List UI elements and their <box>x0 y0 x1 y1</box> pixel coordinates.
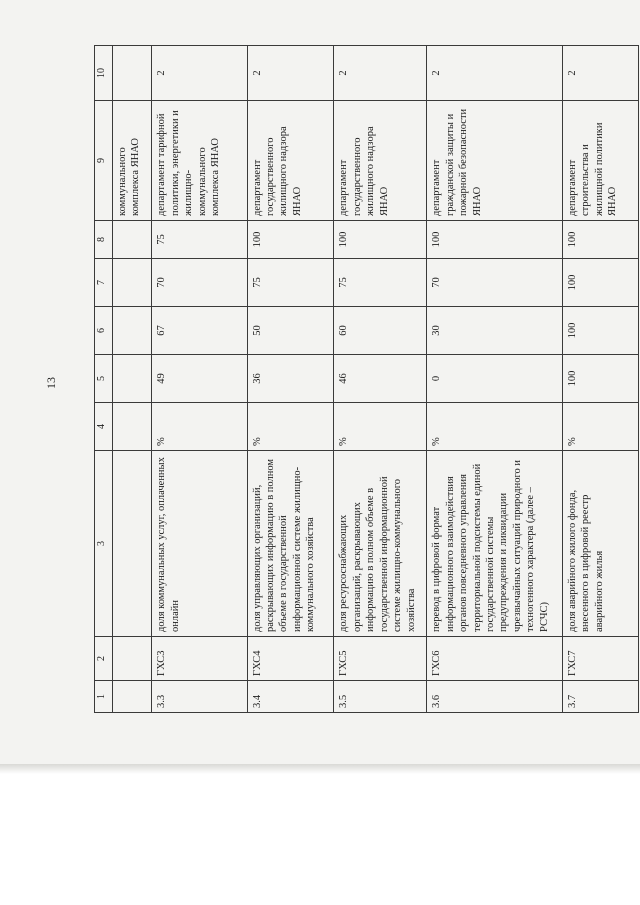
table-cell: % <box>562 403 638 451</box>
header-cell: 2 <box>95 637 113 681</box>
table-cell: перевод в цифровой формат информационного взаимодействия органов повседневного управления территориальной подсистемы единой государственной системы предупреждения и ликвидации чрезвычайных ситуаций природного и техногенного характера (далее – РСЧС) <box>427 451 563 637</box>
table-cell: 2 <box>427 46 563 101</box>
table-cell: 75 <box>152 221 247 259</box>
header-cell: 7 <box>95 259 113 307</box>
table-cell: 36 <box>247 355 334 403</box>
table-cell: 46 <box>334 355 427 403</box>
indicators-table <box>94 45 639 713</box>
table-row <box>247 46 334 713</box>
table-cell: департамент государственного жилищного надзора ЯНАО <box>247 101 334 221</box>
header-cell: 4 <box>95 403 113 451</box>
table-cell <box>113 259 152 307</box>
table-wrapper <box>94 46 639 713</box>
table-cell <box>113 221 152 259</box>
table-cell: 67 <box>152 307 247 355</box>
table-cell: 75 <box>334 259 427 307</box>
table-cell: департамент тарифной политики, энергетики и жилищно-коммунального комплекса ЯНАО <box>152 101 247 221</box>
table-cell: департамент гражданской защиты и пожарной безопасности ЯНАО <box>427 101 563 221</box>
table-row <box>427 46 563 713</box>
table-cell: ГХС7 <box>562 637 638 681</box>
table-cell: доля управляющих организаций, раскрывающих информацию в полном объеме в государственной информационной системе жилищно-коммунального хозяйства <box>247 451 334 637</box>
table-cell: 3.3 <box>152 681 247 713</box>
table-cell: % <box>247 403 334 451</box>
table-row <box>152 46 247 713</box>
table-cell: 70 <box>152 259 247 307</box>
table-cell: 100 <box>562 259 638 307</box>
table-cell: 3.5 <box>334 681 427 713</box>
table-cell: 100 <box>562 221 638 259</box>
header-row <box>95 46 113 713</box>
table-cell: 100 <box>247 221 334 259</box>
table-area <box>94 46 639 713</box>
page-number: 13 <box>44 377 58 389</box>
table-cell: % <box>334 403 427 451</box>
table-cell: доля ресурсоснабжающих организаций, раскрывающих информацию в полном объеме в государственной информационной системе жилищно-коммунального хозяйства <box>334 451 427 637</box>
header-cell: 3 <box>95 451 113 637</box>
table-cell: 70 <box>427 259 563 307</box>
header-cell: 5 <box>95 355 113 403</box>
table-cell: ГХС6 <box>427 637 563 681</box>
table-cell: % <box>152 403 247 451</box>
table-cell: 50 <box>247 307 334 355</box>
table-cell <box>113 681 152 713</box>
continuation-row <box>113 46 152 713</box>
table-cell: 100 <box>334 221 427 259</box>
table-cell: 3.6 <box>427 681 563 713</box>
table-cell: 100 <box>562 307 638 355</box>
table-cell: 100 <box>562 355 638 403</box>
header-cell: 9 <box>95 101 113 221</box>
table-cell <box>113 46 152 101</box>
header-cell: 8 <box>95 221 113 259</box>
scan-edge <box>0 764 640 774</box>
table-cell: ГХС5 <box>334 637 427 681</box>
table-cell: 0 <box>427 355 563 403</box>
table-cell: 75 <box>247 259 334 307</box>
table-cell <box>113 637 152 681</box>
table-cell: 2 <box>562 46 638 101</box>
table-cell: доля аварийного жилого фонда, внесенного в цифровой реестр аварийного жилья <box>562 451 638 637</box>
table-cell <box>113 451 152 637</box>
header-cell: 10 <box>95 46 113 101</box>
table-cell <box>113 403 152 451</box>
table-cell: ГХС3 <box>152 637 247 681</box>
table-cell: департамент строительства и жилищной политики ЯНАО <box>562 101 638 221</box>
table-cell: 2 <box>152 46 247 101</box>
table-cell <box>113 307 152 355</box>
table-cell: 100 <box>427 221 563 259</box>
table-cell: ГХС4 <box>247 637 334 681</box>
table-cell: 3.4 <box>247 681 334 713</box>
table-row <box>334 46 427 713</box>
table-cell: коммунального комплекса ЯНАО <box>113 101 152 221</box>
table-cell <box>113 355 152 403</box>
table-row <box>562 46 638 713</box>
table-cell: 49 <box>152 355 247 403</box>
table-cell: 3.7 <box>562 681 638 713</box>
table-cell: 2 <box>247 46 334 101</box>
table-cell: департамент государственного жилищного надзора ЯНАО <box>334 101 427 221</box>
table-cell: 30 <box>427 307 563 355</box>
header-cell: 6 <box>95 307 113 355</box>
table-cell: 2 <box>334 46 427 101</box>
table-cell: % <box>427 403 563 451</box>
table-cell: 60 <box>334 307 427 355</box>
table-cell: доля коммунальных услуг, оплаченных онлайн <box>152 451 247 637</box>
header-cell: 1 <box>95 681 113 713</box>
